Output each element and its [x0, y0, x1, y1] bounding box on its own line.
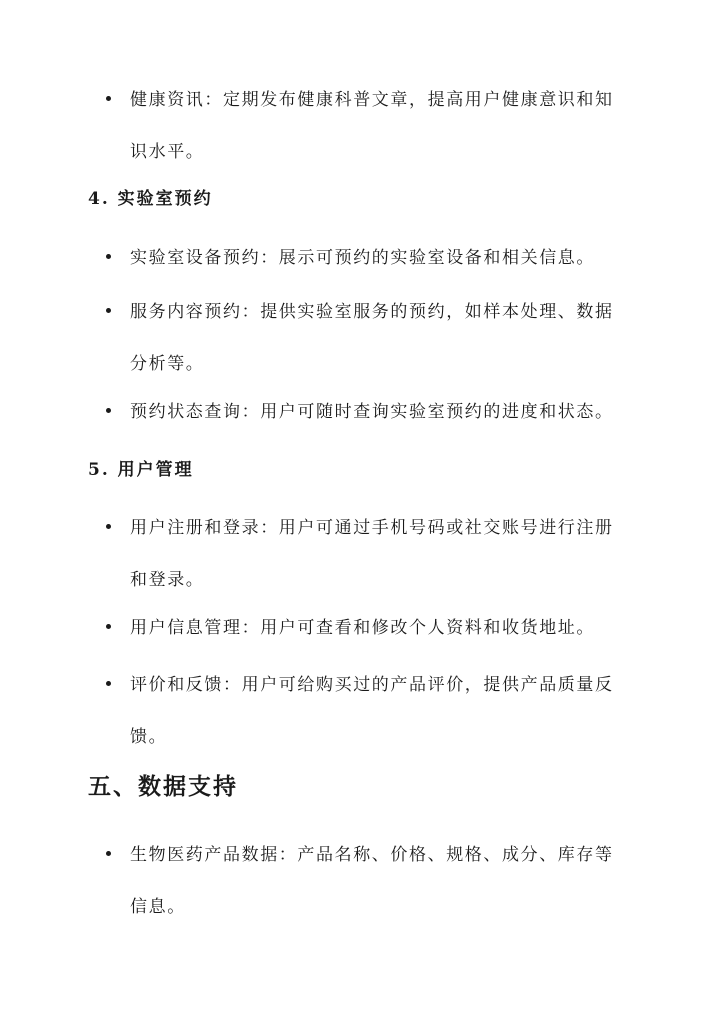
section-heading: 五、数据支持 — [88, 773, 238, 800]
list-item-text: 健康资讯：定期发布健康科普文章，提高用户健康意识和知识水平。 — [130, 90, 614, 162]
bullet-icon — [106, 524, 111, 529]
list-item-text: 用户信息管理：用户可查看和修改个人资料和收货地址。 — [130, 618, 595, 638]
bullet-icon — [106, 681, 111, 686]
bullet-icon — [106, 308, 111, 313]
list-item-text: 实验室设备预约：展示可预约的实验室设备和相关信息。 — [130, 248, 595, 268]
list-item-text: 生物医药产品数据：产品名称、价格、规格、成分、库存等信息。 — [130, 845, 614, 917]
list-item — [106, 602, 626, 654]
list-item — [106, 659, 626, 763]
list-item — [106, 74, 626, 178]
bullet-icon — [106, 408, 111, 413]
list-item — [106, 386, 626, 438]
list-item-text: 服务内容预约：提供实验室服务的预约，如样本处理、数据分析等。 — [130, 302, 614, 374]
list-item-text: 用户注册和登录：用户可通过手机号码或社交账号进行注册和登录。 — [130, 518, 614, 590]
bullet-icon — [106, 96, 111, 101]
bullet-icon — [106, 851, 111, 856]
list-item — [106, 232, 626, 284]
list-item — [106, 286, 626, 390]
list-item-text: 评价和反馈：用户可给购买过的产品评价，提供产品质量反馈。 — [130, 675, 614, 747]
list-item-text: 预约状态查询：用户可随时查询实验室预约的进度和状态。 — [130, 402, 614, 422]
subsection-heading: 4. 实验室预约 — [88, 189, 213, 209]
subsection-heading: 5. 用户管理 — [88, 460, 194, 480]
bullet-icon — [106, 254, 111, 259]
list-item — [106, 502, 626, 606]
bullet-icon — [106, 624, 111, 629]
list-item — [106, 829, 626, 933]
